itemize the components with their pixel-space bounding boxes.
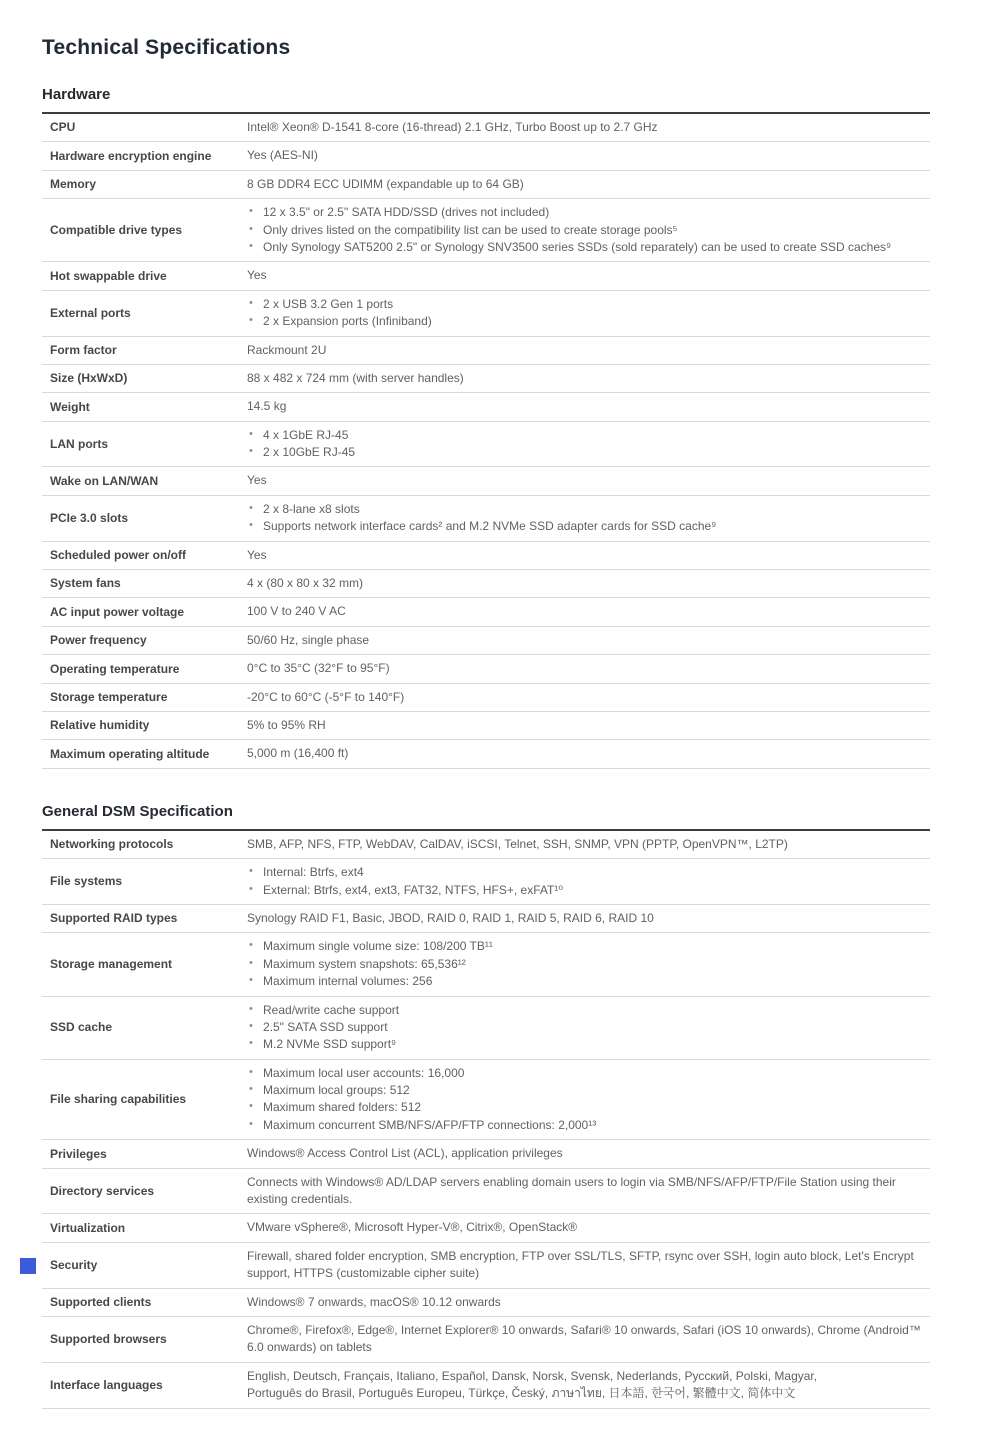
- spec-row: [42, 1243, 930, 1289]
- spec-label: Hot swappable drive: [50, 268, 167, 283]
- spec-value: [247, 145, 930, 166]
- bullet-item: • Maximum concurrent SMB/NFS/AFP/FTP connections: 2,000¹³: [247, 1117, 926, 1134]
- spec-label: Scheduled power on/off: [50, 547, 187, 562]
- spec-row: [42, 171, 930, 199]
- spec-table: [42, 112, 930, 769]
- spec-value: [247, 368, 930, 389]
- spec-row: [42, 199, 930, 262]
- spec-value: [247, 265, 930, 286]
- bullet-item: • Maximum shared folders: 512: [247, 1099, 926, 1116]
- bullet-item: • Maximum local user accounts: 16,000: [247, 1065, 926, 1082]
- spec-label: System fans: [50, 576, 121, 591]
- bullet-list: [247, 204, 926, 256]
- spec-label: Supported browsers: [50, 1331, 167, 1346]
- spec-label: CPU: [50, 120, 76, 135]
- spec-label: Memory: [50, 177, 97, 192]
- page-title: Technical Specifications: [42, 36, 291, 59]
- spec-row: [42, 542, 930, 570]
- spec-label: Weight: [50, 399, 90, 414]
- bullet-item: • Maximum local groups: 512: [247, 1082, 926, 1099]
- bullet-list: [247, 427, 926, 462]
- bullet-item: • 12 x 3.5" or 2.5" SATA HDD/SSD (drives not included): [247, 204, 926, 221]
- spec-label: Power frequency: [50, 633, 147, 648]
- value-text: SMB, AFP, NFS, FTP, WebDAV, CalDAV, iSCSI, Telnet, SSH, SNMP, VPN (PPTP, OpenVPN™, L2TP): [247, 836, 788, 851]
- spec-row: [42, 1289, 930, 1317]
- value-text: Yes: [247, 473, 267, 488]
- spec-value: [247, 1172, 930, 1211]
- spec-value: [247, 936, 930, 992]
- spec-label: Directory services: [50, 1183, 155, 1198]
- bullet-item: • Only Synology SAT5200 2.5" or Synology SNV3500 series SSDs (sold reparately) can be used to create SSD caches⁹: [247, 239, 926, 256]
- spec-value: [247, 573, 930, 594]
- spec-row: [42, 831, 930, 859]
- spec-row: [42, 712, 930, 740]
- value-text: Rackmount 2U: [247, 342, 327, 357]
- value-text: Synology RAID F1, Basic, JBOD, RAID 0, RAID 1, RAID 5, RAID 6, RAID 10: [247, 910, 654, 925]
- bullet-list: [247, 1065, 926, 1135]
- bullet-item: • Maximum system snapshots: 65,536¹²: [247, 956, 926, 973]
- spec-value: [247, 1000, 930, 1056]
- spec-label: Security: [50, 1257, 98, 1272]
- spec-label: LAN ports: [50, 436, 108, 451]
- spec-row: [42, 598, 930, 626]
- spec-value: [247, 743, 930, 764]
- bullet-item: • External: Btrfs, ext4, ext3, FAT32, NTFS, HFS+, exFAT¹⁰: [247, 882, 926, 899]
- spec-row: [42, 365, 930, 393]
- spec-row: [42, 997, 930, 1060]
- spec-label: Wake on LAN/WAN: [50, 473, 159, 488]
- section-title: Hardware: [42, 86, 111, 103]
- spec-label: File sharing capabilities: [50, 1092, 187, 1107]
- value-text: Windows® 7 onwards, macOS® 10.12 onwards: [247, 1294, 501, 1309]
- spec-value: [247, 1366, 930, 1405]
- spec-label: PCIe 3.0 slots: [50, 510, 129, 525]
- value-text: Português do Brasil, Português Europeu, Türkçe, Český, ภาษาไทย, 日本語, 한국어, 繁體中文, 简体中文: [247, 1386, 796, 1401]
- value-text: Yes: [247, 268, 267, 283]
- spec-value: [247, 340, 930, 361]
- bullet-list: [247, 938, 926, 990]
- value-text: Yes (AES-NI): [247, 148, 318, 163]
- bullet-item: • Supports network interface cards² and M.2 NVMe SSD adapter cards for SSD cache⁹: [247, 518, 926, 535]
- spec-label: Maximum operating altitude: [50, 746, 210, 761]
- spec-value: [247, 1292, 930, 1313]
- spec-label: External ports: [50, 305, 131, 320]
- spec-label: Interface languages: [50, 1377, 163, 1392]
- spec-value: [247, 425, 930, 464]
- value-text: Windows® Access Control List (ACL), application privileges: [247, 1146, 563, 1161]
- bullet-item: • Maximum single volume size: 108/200 TB¹¹: [247, 938, 926, 955]
- spec-value: [247, 601, 930, 622]
- spec-value: [247, 908, 930, 929]
- spec-row: [42, 422, 930, 468]
- value-text: Intel® Xeon® D-1541 8-core (16-thread) 2.1 GHz, Turbo Boost up to 2.7 GHz: [247, 120, 658, 134]
- value-text: VMware vSphere®, Microsoft Hyper-V®, Citrix®, OpenStack®: [247, 1220, 578, 1235]
- spec-row: [42, 337, 930, 365]
- spec-label: Operating temperature: [50, 661, 180, 676]
- value-text: English, Deutsch, Français, Italiano, Español, Dansk, Norsk, Svensk, Nederlands, Русский, Polski, Magyar,: [247, 1368, 818, 1383]
- bullet-list: [247, 501, 926, 536]
- spec-table: [42, 829, 930, 1409]
- spec-row: [42, 1363, 930, 1409]
- spec-label: Size (HxWxD): [50, 371, 128, 386]
- spec-row: [42, 1140, 930, 1168]
- spec-value: [247, 174, 930, 195]
- spec-label: Supported clients: [50, 1294, 152, 1309]
- spec-value: [247, 834, 930, 855]
- spec-label: File systems: [50, 874, 123, 889]
- spec-label: Privileges: [50, 1146, 107, 1161]
- spec-value: [247, 1246, 930, 1285]
- spec-row: [42, 933, 930, 996]
- value-text: 4 x (80 x 80 x 32 mm): [247, 576, 364, 591]
- spec-row: [42, 570, 930, 598]
- spec-value: [247, 117, 930, 138]
- spec-value: [247, 658, 930, 679]
- spec-label: Hardware encryption engine: [50, 148, 212, 163]
- bullet-item: • M.2 NVMe SSD support⁹: [247, 1036, 926, 1053]
- value-text: 100 V to 240 V AC: [247, 604, 346, 619]
- value-text: -20°C to 60°C (-5°F to 140°F): [247, 689, 405, 704]
- spec-value: [247, 499, 930, 538]
- bullet-item: • 4 x 1GbE RJ-45: [247, 427, 926, 444]
- bullet-item: • 2 x 8-lane x8 slots: [247, 501, 926, 518]
- bullet-item: • 2 x 10GbE RJ-45: [247, 444, 926, 461]
- spec-row: [42, 1060, 930, 1141]
- spec-row: [42, 905, 930, 933]
- spec-value: [247, 202, 930, 258]
- spec-row: [42, 684, 930, 712]
- bullet-list: [247, 1002, 926, 1054]
- spec-label: SSD cache: [50, 1020, 113, 1035]
- spec-value: [247, 715, 930, 736]
- spec-row: [42, 740, 930, 768]
- bullet-list: [247, 864, 926, 899]
- bullet-item: • 2 x USB 3.2 Gen 1 ports: [247, 296, 926, 313]
- spec-label: Networking protocols: [50, 837, 174, 852]
- spec-section: [42, 803, 930, 1409]
- value-text: Yes: [247, 547, 267, 562]
- spec-value: [247, 687, 930, 708]
- spec-value: [247, 396, 930, 417]
- bullet-item: • Maximum internal volumes: 256: [247, 973, 926, 990]
- sections-root: [42, 86, 930, 1409]
- spec-value: [247, 545, 930, 566]
- spec-value: [247, 294, 930, 333]
- spec-row: [42, 262, 930, 290]
- spec-value: [247, 470, 930, 491]
- spec-row: [42, 393, 930, 421]
- bullet-item: • 2.5" SATA SSD support: [247, 1019, 926, 1036]
- value-text: Chrome®, Firefox®, Edge®, Internet Explorer® 10 onwards, Safari® 10 onwards, Safari (iOS 10 onwards), Chrome (Android™ 6.0 onwards) on tablets: [247, 1322, 921, 1355]
- spec-row: [42, 291, 930, 337]
- bullet-item: • Read/write cache support: [247, 1002, 926, 1019]
- spec-value: [247, 1217, 930, 1238]
- bullet-item: • Only drives listed on the compatibility list can be used to create storage pools⁵: [247, 222, 926, 239]
- spec-label: Virtualization: [50, 1220, 126, 1235]
- spec-label: AC input power voltage: [50, 604, 185, 619]
- bullet-item: • Internal: Btrfs, ext4: [247, 864, 926, 881]
- bullet-item: • 2 x Expansion ports (Infiniband): [247, 313, 926, 330]
- value-text: 50/60 Hz, single phase: [247, 632, 370, 647]
- spec-label: Compatible drive types: [50, 222, 183, 237]
- value-text: 5,000 m (16,400 ft): [247, 746, 349, 761]
- value-text: Connects with Windows® AD/LDAP servers enabling domain users to login via SMB/NFS/AFP/FTP/File Station using their existing credentials.: [247, 1174, 896, 1207]
- spec-label: Relative humidity: [50, 718, 150, 733]
- value-text: Firewall, shared folder encryption, SMB encryption, FTP over SSL/TLS, SFTP, rsync over SSH, login auto block, Let's Encrypt support, HTTPS (customizable cipher suite): [247, 1248, 914, 1281]
- spec-label: Form factor: [50, 342, 117, 357]
- spec-row: [42, 496, 930, 542]
- spec-value: [247, 630, 930, 651]
- value-text: 14.5 kg: [247, 399, 287, 414]
- spec-row: [42, 114, 930, 142]
- spec-label: Supported RAID types: [50, 911, 178, 926]
- spec-row: [42, 142, 930, 170]
- spec-section: [42, 86, 930, 769]
- value-text: 8 GB DDR4 ECC UDIMM (expandable up to 64 GB): [247, 176, 524, 191]
- spec-row: [42, 859, 930, 905]
- spec-row: [42, 467, 930, 495]
- spec-row: [42, 655, 930, 683]
- spec-row: [42, 627, 930, 655]
- spec-value: [247, 1320, 930, 1359]
- accent-square: [20, 1258, 36, 1274]
- value-text: 5% to 95% RH: [247, 717, 326, 732]
- spec-value: [247, 862, 930, 901]
- spec-row: [42, 1214, 930, 1242]
- spec-value: [247, 1143, 930, 1164]
- section-title: General DSM Specification: [42, 802, 233, 820]
- spec-row: [42, 1317, 930, 1363]
- spec-row: [42, 1169, 930, 1215]
- spec-label: Storage temperature: [50, 689, 168, 704]
- value-text: 88 x 482 x 724 mm (with server handles): [247, 370, 464, 385]
- bullet-list: [247, 296, 926, 331]
- spec-value: [247, 1063, 930, 1137]
- spec-label: Storage management: [50, 957, 173, 972]
- value-text: 0°C to 35°C (32°F to 95°F): [247, 661, 390, 676]
